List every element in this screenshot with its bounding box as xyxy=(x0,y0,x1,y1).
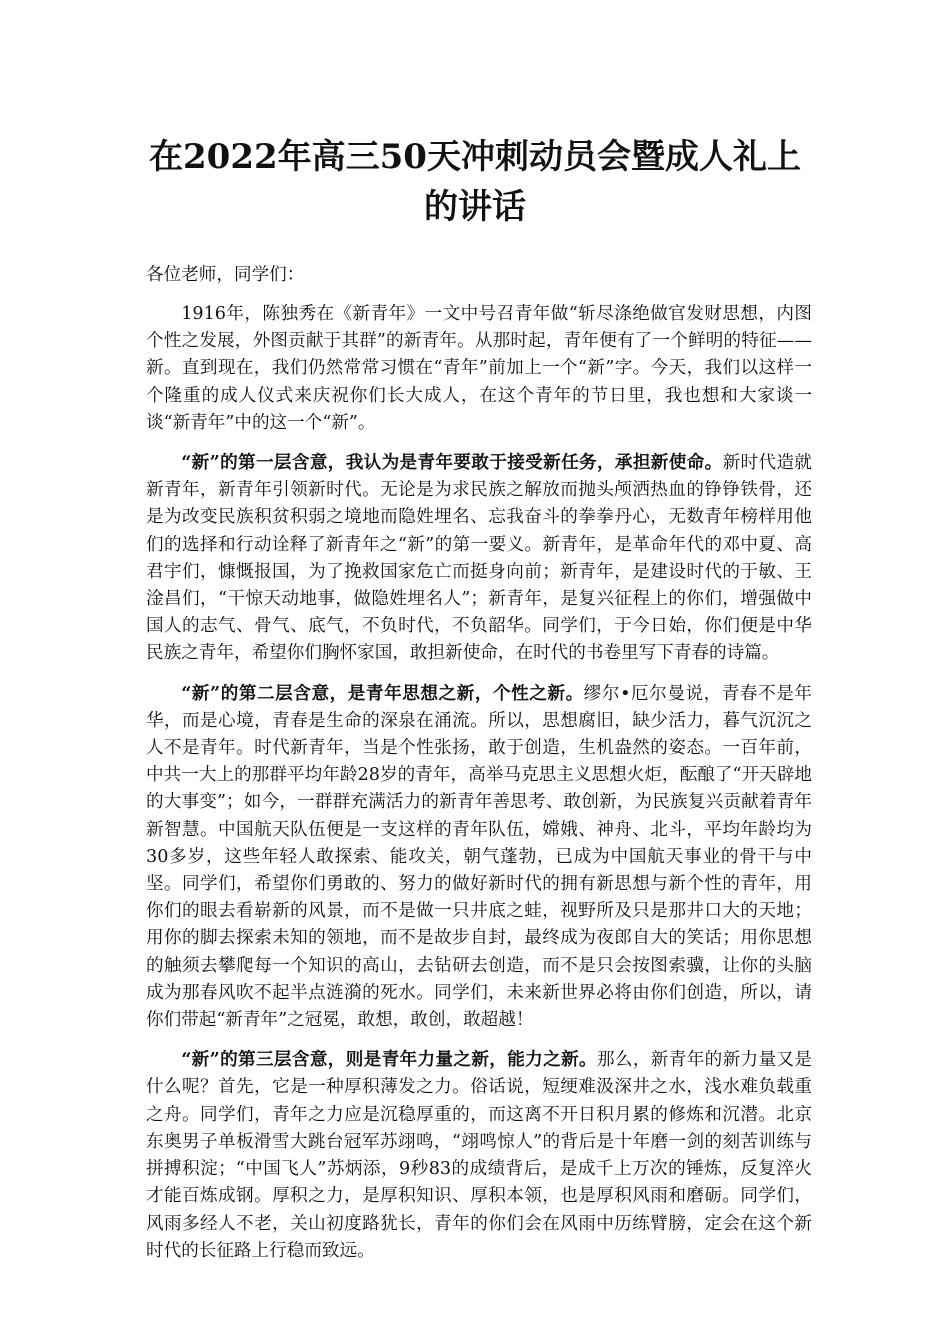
paragraph-text: 那么，新青年的新力量又是什么呢？首先，它是一种厚积薄发之力。俗话说，短绠难汲深井之水，浅水难负载重之舟。同学们，青年之力应是沉稳厚重的，而这离不开日积月累的修炼和沉潜。北京东奥男子单板滑雪大跳台冠军苏翊鸣，“翊鸣惊人”的背后是十年磨一剑的刻苦训练与拼搏积淀；“中国飞人”苏炳添，9秒83的成绩背后，是成千上万次的锤炼，反复淬火才能百炼成钢。厚积之力，是厚积知识、厚积本领，也是厚积风雨和磨砺。同学们，风雨多经人不老，关山初度路犹长，青年的你们会在风雨中历练臂膀，定会在这个新时代的长征路上行稳而致远。 xyxy=(146,1050,812,1261)
document-page xyxy=(146,0,812,1344)
paragraph-text: 1916年，陈独秀在《新青年》一文中号召青年做“斩尽涤绝做官发财思想，内图个性之发展，外图贡献于其群”的新青年。从那时起，青年便有了一个鲜明的特征——新。直到现在，我们仍然常常习惯在“青年”前加上一个“新”字。今天，我们以这样一个隆重的成人仪式来庆祝你们长大成人，在这个青年的节日里，我也想和大家谈一谈“新青年”中的这一个“新”。 xyxy=(146,304,812,433)
paragraph-second-meaning xyxy=(146,680,812,1035)
title-line-2: 的讲话 xyxy=(424,187,526,227)
paragraph-text: 新时代造就新青年，新青年引领新时代。无论是为求民族之解放而抛头颅洒热血的铮铮铁骨，还是为改变民族积贫积弱之境地而隐姓埋名、忘我奋斗的拳拳丹心，无数青年榜样用他们的选择和行动诠释了新青年之“新”的第一要义。新青年，是革命年代的邓中夏、高君宇们，慷慨报国，为了挽救国家危亡而挺身向前；新青年，是建设时代的于敏、王淦昌们，“干惊天动地事，做隐姓埋名人”；新青年，是复兴征程上的你们，增强做中国人的志气、骨气、底气，不负时代，不负韶华。同学们，于今日始，你们便是中华民族之青年，希望你们胸怀家国，敢担新使命，在时代的书卷里写下青春的诗篇。 xyxy=(146,453,812,664)
document-title xyxy=(142,132,808,232)
paragraph-first-meaning xyxy=(146,449,812,668)
paragraph-third-meaning xyxy=(146,1046,812,1265)
title-line-1: 在2022年高三50天冲刺动员会暨成人礼上 xyxy=(149,137,801,177)
paragraph-lead: “新”的第三层含意，则是青年力量之新，能力之新。 xyxy=(181,1049,597,1071)
greeting: 各位老师，同学们： xyxy=(146,265,305,285)
paragraph-lead: “新”的第一层含意，我认为是青年要敢于接受新任务，承担新使命。 xyxy=(181,452,723,474)
paragraph-text: 缪尔•厄尔曼说，青春不是年华，而是心境，青春是生命的深泉在涌流。所以，思想腐旧，缺少活力，暮气沉沉之人不是青年。时代新青年，当是个性张扬，敢于创造，生机盎然的姿态。一百年前，中共一大上的那群平均年龄28岁的青年，高举马克思主义思想火炬，酝酿了“开天辟地的大事变”；如今，一群群充满活力的新青年善思考、敢创新，为民族复兴贡献着青年新智慧。中国航天队伍便是一支这样的青年队伍，嫦娥、神舟、北斗，平均年龄均为30多岁，这些年轻人敢探索、能攻关，朝气蓬勃，已成为中国航天事业的骨干与中坚。同学们，希望你们勇敢的、努力的做好新时代的拥有新思想与新个性的青年，用你们的眼去看崭新的风景，而不是做一只井底之蛙，视野所及只是那井口大的天地；用你的脚去探索未知的领地，而不是故步自封，最终成为夜郎自大的笑话；用你思想的触须去攀爬每一个知识的高山，去钻研去创造，而不是只会按图索骥，让你的头脑成为那春风吹不起半点涟漪的死水。同学们，未来新世界必将由你们创造，所以，请你们带起“新青年”之冠冕，敢想，敢创，敢超越！ xyxy=(146,683,812,1031)
paragraph-intro xyxy=(146,301,812,437)
paragraph-lead: “新”的第二层含意，是青年思想之新，个性之新。 xyxy=(181,682,584,704)
